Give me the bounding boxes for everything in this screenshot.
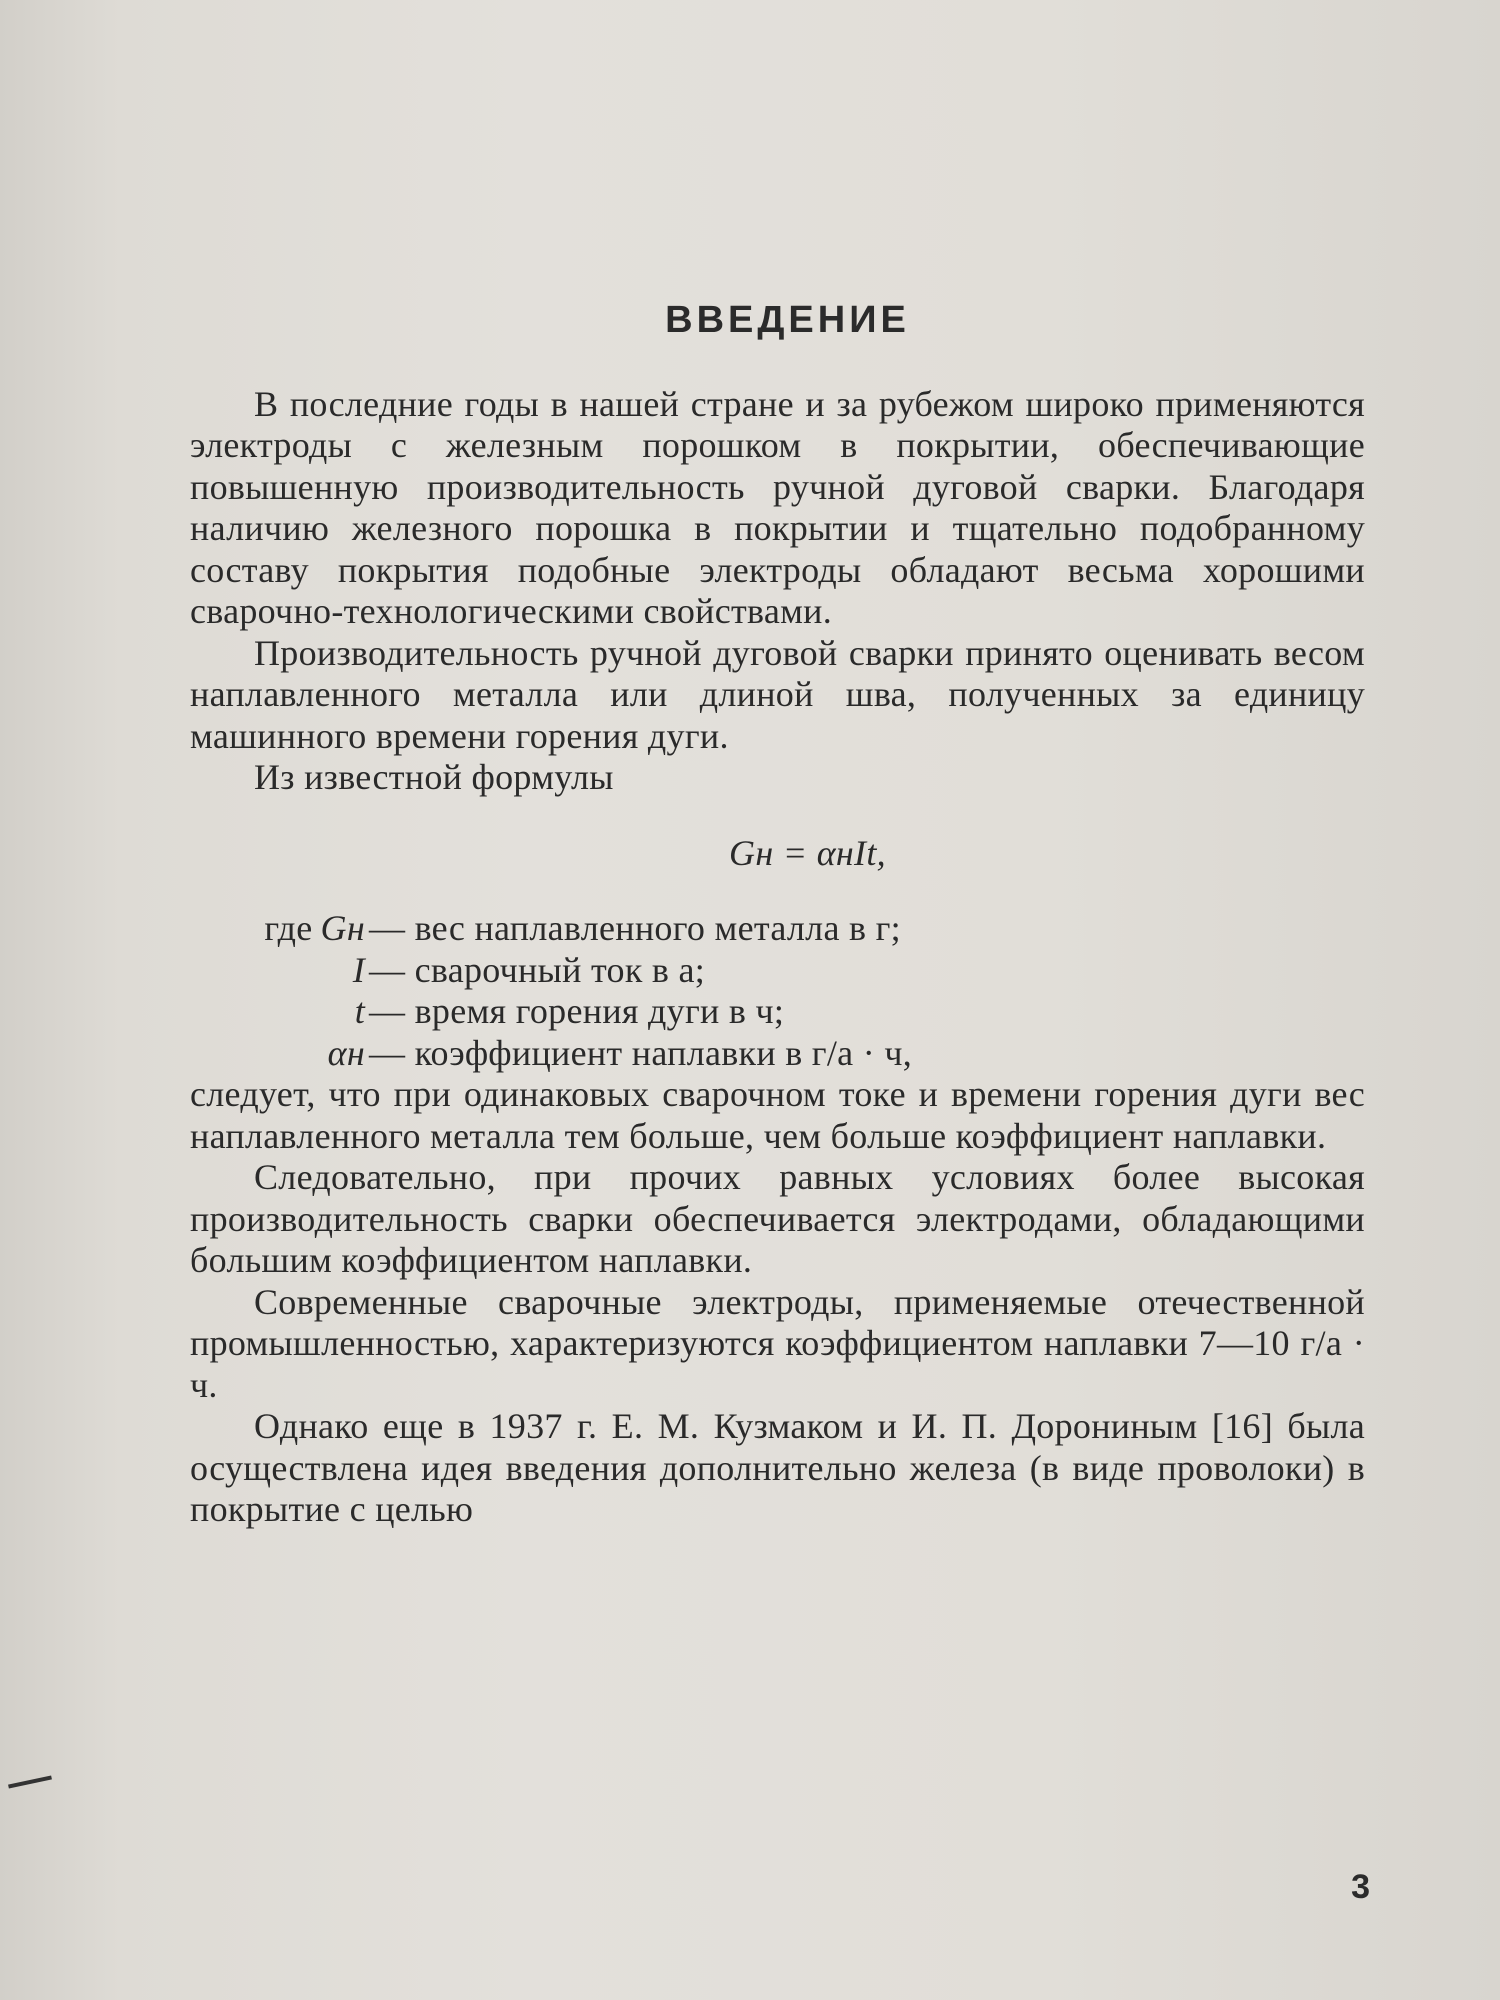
definition-line [190, 908, 1365, 950]
definition-symbol: t [354, 991, 365, 1031]
definition-text: — вес наплавленного металла в г; [369, 908, 901, 948]
paragraph-2: Производительность ручной дуговой сварки принято оценивать весом наплавленного металла или длиной шва, полученных за единицу машинного времени горения дуги. [190, 632, 1365, 756]
paragraph-after-formula: следует, что при одинаковых сварочном токе и времени горения дуги вес наплавленного металла тем больше, чем больше коэффициент наплавки. [190, 1074, 1365, 1156]
definition-symbol: Gн [320, 908, 365, 948]
definition-line [190, 991, 1365, 1033]
formula: Gн = αнIt, [729, 832, 886, 873]
pencil-mark [8, 1775, 52, 1788]
where-word: где [264, 908, 313, 948]
paragraph-1: В последние годы в нашей стране и за рубежом широко применяются электроды с железным порошком в покрытии, обеспечивающие повышенную производительность ручной дуговой сварки. Благодаря наличию железного порошка в покрытии и тщательно подобранному составу покрытия подобные электроды обладают весьма хорошими сварочно-технологическими свойствами. [190, 383, 1365, 631]
paragraph-3: Из известной формулы [254, 757, 614, 797]
definition-line [190, 1033, 1365, 1075]
page-number: 3 [1351, 1868, 1370, 1906]
definition-symbol: I [352, 949, 365, 990]
definition-text: — время горения дуги в ч; [369, 991, 785, 1031]
paragraph-5: Современные сварочные электроды, применяемые отечественной промышленностью, характеризуются коэффициентом наплавки 7—10 г/а · ч. [190, 1281, 1365, 1405]
definition-text: — коэффициент наплавки в г/а · ч, [369, 1032, 913, 1073]
paragraph-4: Следовательно, при прочих равных условиях более высокая производительность сварки обеспечивается электродами, обладающими большим коэффициентом наплавки. [190, 1157, 1365, 1280]
page-content [190, 300, 1365, 1531]
chapter-heading: ВВЕДЕНИЕ [665, 299, 910, 341]
formula-definitions [190, 908, 1365, 1074]
definition-text: — сварочный ток в а; [369, 949, 706, 990]
definition-line [190, 950, 1365, 992]
definition-symbol: αн [327, 1032, 365, 1073]
paragraph-6: Однако еще в 1937 г. Е. М. Кузмаком и И. П. Дорониным [16] была осуществлена идея введения дополнительно железа (в виде проволоки) в покрытие с целью [190, 1406, 1365, 1529]
